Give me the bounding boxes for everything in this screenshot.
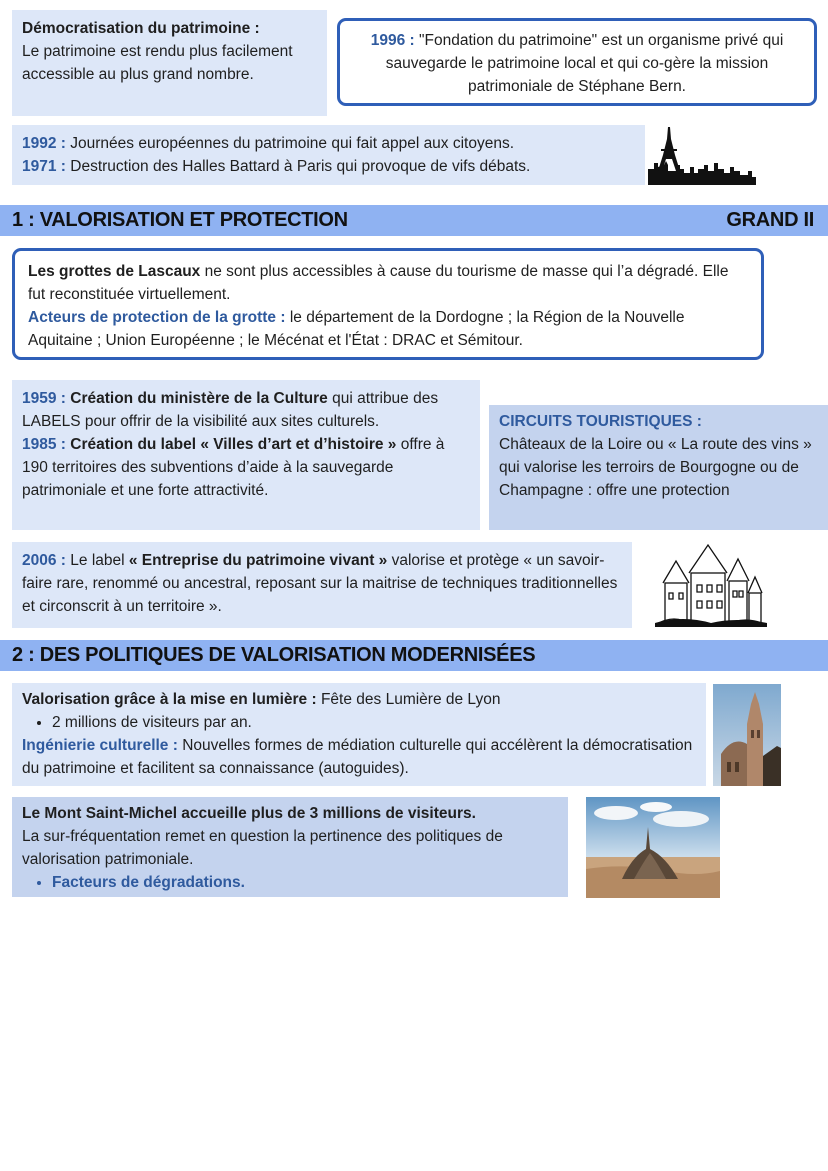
mont-saint-michel-photo (586, 797, 720, 898)
lumiere-box (12, 683, 706, 786)
section2-band (0, 640, 828, 671)
democratisation-title: Démocratisation du patrimoine : (22, 20, 260, 37)
date-1971: 1971 : Destruction des Halles Battard à Paris qui provoque de vifs débats. (22, 158, 531, 175)
msm-title: Le Mont Saint-Michel accueille plus de 3 millions de visiteurs. (22, 805, 476, 822)
democratisation-box (12, 10, 327, 116)
castle-image (655, 543, 767, 627)
circuits-title: CIRCUITS TOURISTIQUES : (499, 413, 702, 430)
msm-list (22, 871, 558, 894)
msm-box (12, 797, 568, 897)
fondation-box (337, 18, 817, 106)
culture-1985: 1985 : Création du label « Villes d’art et d’histoire » offre à 190 territoires des subventions d’aide à la sauvegarde patrimoniale et une forte attractivité. (22, 436, 445, 499)
dates-box (12, 125, 645, 185)
section1-title: 1 : VALORISATION ET PROTECTION (12, 209, 348, 231)
democratisation-text: Le patrimoine est rendu plus facilement accessible au plus grand nombre. (22, 43, 293, 83)
msm-bullet: • Facteurs de dégradations. (52, 871, 558, 894)
circuits-box (489, 405, 828, 530)
circuits-text: Châteaux de la Loire ou « La route des vins » qui valorise les terroirs de Bourgogne ou de Champagne : offre une protection (499, 436, 812, 499)
lascaux-box (12, 248, 764, 360)
lumiere-bullet: • 2 millions de visiteurs par an. (52, 711, 696, 734)
culture-box (12, 380, 480, 530)
epv-label: « Entreprise du patrimoine vivant » (128, 552, 388, 569)
section1-band (0, 205, 828, 236)
culture-1959: 1959 : Création du ministère de la Culture qui attribue des LABELS pour offrir de la visibilité aux sites culturels. (22, 390, 439, 430)
lyon-basilica-photo (713, 684, 781, 786)
paris-skyline-image (648, 125, 756, 185)
epv-year: 2006 : (22, 552, 66, 569)
epv-pre: Le label (70, 552, 125, 569)
lumiere-line: Valorisation grâce à la mise en lumière : Fête des Lumière de Lyon (22, 691, 501, 708)
lascaux-text: Les grottes de Lascaux ne sont plus accessibles à cause du tourisme de masse qui l’a dégradé. Elle fut reconstituée virtuellement. (28, 263, 729, 303)
fondation-text: "Fondation du patrimoine" est un organisme privé qui sauvegarde le patrimoine local et qui co-gère la mission patrimoniale de Stéphane Bern. (385, 32, 784, 95)
section2-title: 2 : DES POLITIQUES DE VALORISATION MODERNISÉES (12, 644, 536, 666)
epv-text: valorise et protège « un savoir-faire rare, renommé ou ancestral, reposant sur la maitrise de techniques traditionnelles et circonscrit à un territoire ». (22, 552, 618, 615)
ingenierie-line: Ingénierie culturelle : Nouvelles formes de médiation culturelle qui accélèrent la démocratisation du patrimoine et facilitent sa connaissance (autoguides). (22, 737, 693, 777)
epv-box (12, 542, 632, 628)
fondation-year: 1996 : (370, 32, 415, 49)
date-1992: 1992 : Journées européennes du patrimoine qui fait appel aux citoyens. (22, 135, 515, 152)
section1-tag: GRAND II (726, 209, 814, 231)
lumiere-list (22, 711, 696, 734)
msm-text: La sur-fréquentation remet en question la pertinence des politiques de valorisation patrimoniale. (22, 828, 503, 868)
lascaux-actors: Acteurs de protection de la grotte : le département de la Dordogne ; la Région de la Nouvelle Aquitaine ; Union Européenne ; le Mécénat et l'État : DRAC et Sémitour. (28, 309, 685, 349)
